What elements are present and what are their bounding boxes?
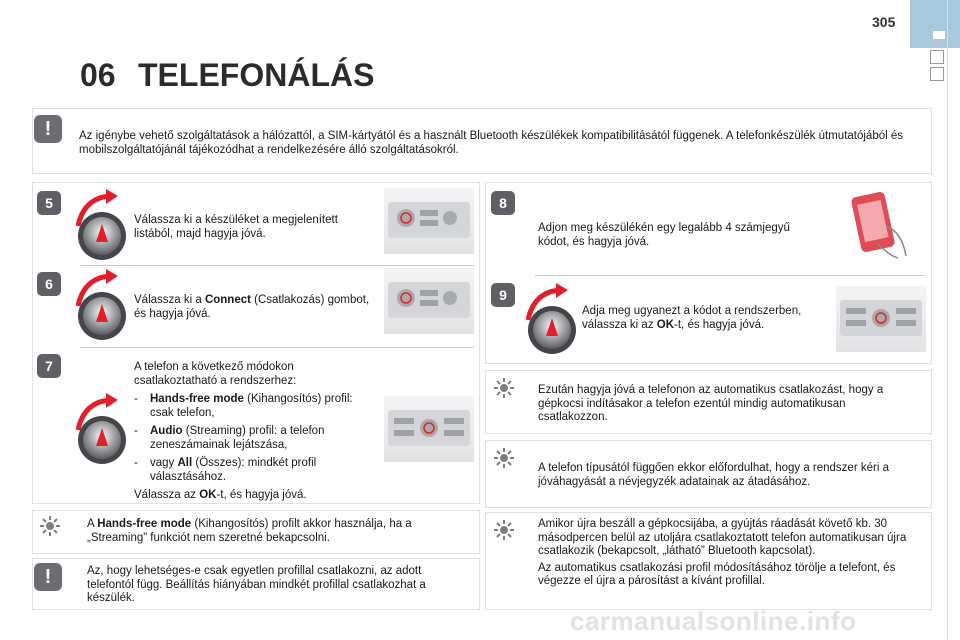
divider	[80, 265, 474, 266]
notice-bottom-text: Az, hogy lehetséges-e csak egyetlen profillal csatlakozni, az adott telefontól függ. Beállítás hiányában mindkét profillal csatlakozhat a készülék.	[87, 565, 426, 604]
step-6-text: Válassza ki a Connect (Csatlakozás) gombot, és hagyja jóvá.	[134, 294, 370, 320]
knob-rotate-icon	[64, 186, 134, 262]
step-7-intro: A telefon a következő módokon csatlakoztatható a rendszerhez:	[134, 361, 297, 387]
step-5-text: Válassza ki a készüléket a megjelenített listából, majd hagyja jóvá.	[134, 214, 338, 240]
step-6-badge: 6	[37, 272, 61, 296]
margin-box-2	[930, 67, 944, 81]
warning-icon: !	[34, 115, 62, 143]
tip-handsfree-text: A Hands-free mode (Kihangosítós) profilt akkor használja, ha a „Streaming” funkciót nem szeretné bekapcsolni.	[87, 518, 412, 544]
divider	[535, 275, 925, 276]
tip-sun-icon	[492, 446, 516, 470]
step-7-outro: Válassza az OK-t, és hagyja jóvá.	[134, 489, 307, 501]
step-7-text	[134, 361, 366, 503]
top-notice-text: Az igénybe vehető szolgáltatások a hálózattól, a SIM-kártyától és a használt Bluetooth készülékek kompatibilitásától függenek. A telefonkészülék útmutatójából és mobilszolgáltatójánál tájékozódhat a rendelkezésére álló szolgáltatásokról.	[79, 130, 904, 156]
step-8-badge: 8	[491, 191, 515, 215]
knob-rotate-icon	[64, 390, 134, 466]
radio-panel-image	[384, 188, 474, 254]
step-9-badge: 9	[491, 283, 515, 307]
margin-rule	[947, 0, 948, 640]
radio-panel-image	[384, 268, 474, 334]
knob-rotate-icon	[514, 280, 584, 356]
list-item: - Audio (Streaming) profil: a telefon zeneszámainak lejátszása,	[134, 425, 325, 451]
list-item: - vagy All (Összes): mindkét profil választásához.	[134, 457, 317, 483]
radio-panel-image	[384, 396, 474, 462]
tip-return-text	[538, 518, 910, 589]
list-item: - Hands-free mode (Kihangosítós) profil: csak telefon,	[134, 393, 353, 419]
radio-panel-image	[836, 286, 926, 352]
corner-tab	[910, 0, 960, 48]
divider	[80, 347, 474, 348]
step-9-text: Adja meg ugyanezt a kódot a rendszerben, válassza ki az OK-t, és hagyja jóvá.	[582, 305, 802, 331]
step-8-text: Adjon meg készülékén egy legalább 4 számjegyű kódot, és hagyja jóvá.	[538, 222, 790, 248]
tip-return-p2: Az automatikus csatlakozási profil módosításához törölje a telefont, és végezze el újra a párosítást a kívánt profillal.	[538, 561, 896, 587]
warning-icon: !	[34, 563, 62, 591]
knob-rotate-icon	[64, 266, 134, 342]
page-number: 305	[872, 14, 896, 30]
chapter-number: 06	[80, 57, 116, 93]
tip-phone-type-text: A telefon típusától függően ekkor előfordulhat, hogy a rendszer kéri a jóváhagyását a névjegyzék adatainak az átadásához.	[538, 462, 889, 488]
tip-sun-icon	[38, 514, 62, 538]
tip-sun-icon	[492, 376, 516, 400]
step-5-badge: 5	[37, 191, 61, 215]
chapter-title: TELEFONÁLÁS	[138, 57, 375, 93]
tip-auto-connect-text: Ezután hagyja jóvá a telefonon az automatikus csatlakozást, hogy a gépkocsi indításakor a telefon ezentúl mindig automatikusan csatlakozzon.	[538, 384, 884, 423]
tip-return-p1: Amikor újra beszáll a gépkocsijába, a gyújtás ráadását követő kb. 30 másodpercen belül az utoljára csatlakoztatott telefon automatikusan újra csatlakozik (bekapcsolt, „látható” Bluetooth kapcsolat).	[538, 518, 907, 557]
watermark: carmanualsonline.info	[570, 606, 857, 636]
tip-sun-icon	[492, 518, 516, 542]
margin-box-1	[930, 50, 944, 64]
phone-hand-icon	[838, 186, 918, 262]
step-7-badge: 7	[37, 354, 61, 378]
